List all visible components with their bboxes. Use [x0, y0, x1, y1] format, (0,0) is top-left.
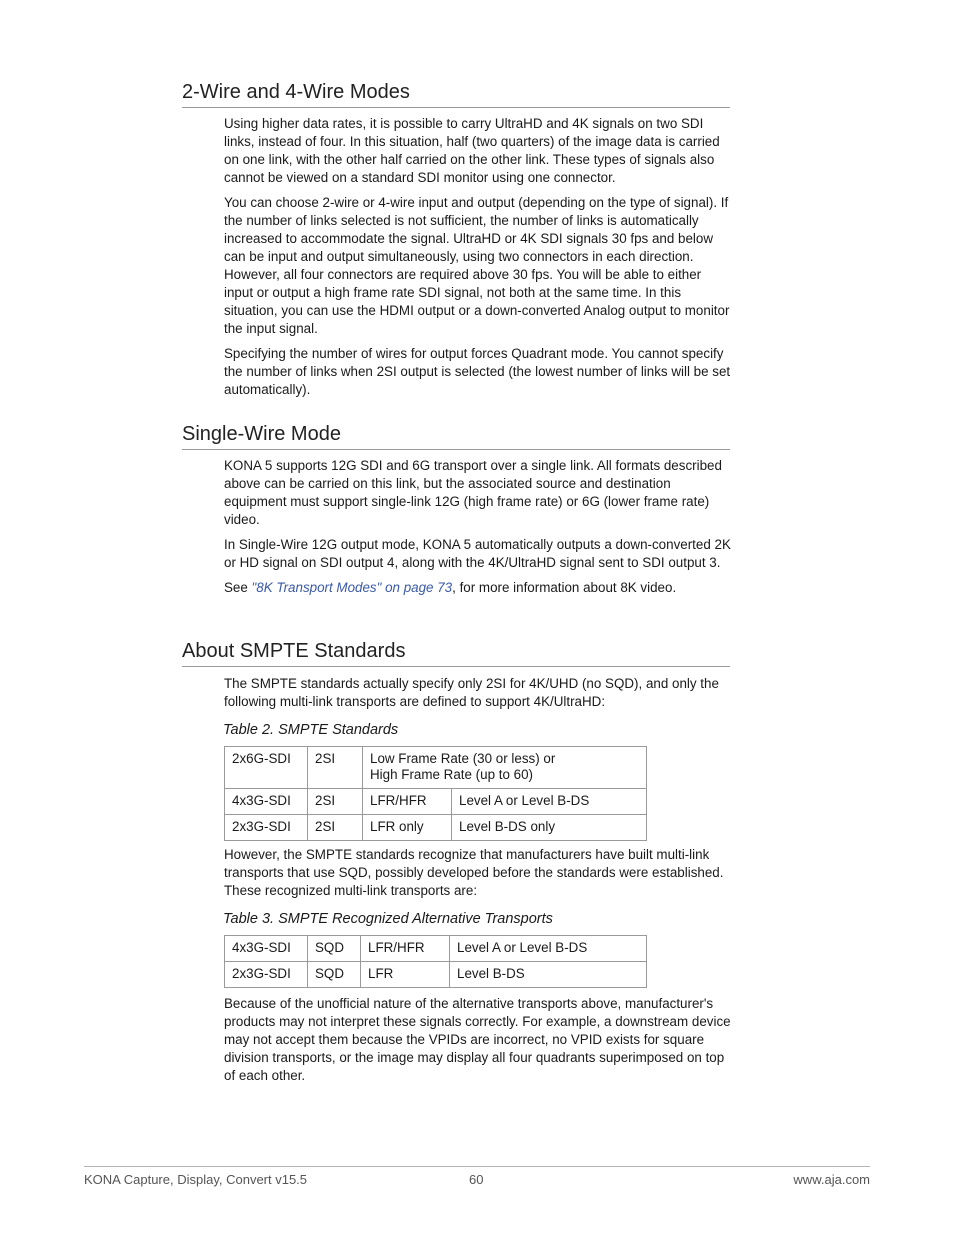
footer-divider	[84, 1166, 870, 1167]
paragraph: Because of the unofficial nature of the alternative transports above, manufacturer's products may not interpret these signals correctly. For example, a downstream device may not accept them because the VPIDs are incorrect, no VPID exists for square division transports, or the image may display all four quadrants superimposed on top of each other.	[224, 996, 731, 1083]
table-cell: Level A or Level B-DS	[452, 789, 647, 815]
paragraph: Specifying the number of wires for output forces Quadrant mode. You cannot specify the number of links when 2SI output is selected (the lowest number of links will be set automatically).	[224, 346, 731, 397]
table-cell: Level A or Level B-DS	[450, 936, 647, 962]
cell-line: High Frame Rate (up to 60)	[370, 767, 533, 782]
table-row	[225, 815, 647, 841]
section-single-wire-body	[224, 457, 732, 604]
table2-caption: Table 2. SMPTE Standards	[223, 722, 399, 738]
table-cell	[363, 747, 647, 789]
table-cell: 2SI	[308, 789, 363, 815]
table-cell: SQD	[308, 936, 361, 962]
see-prefix: See	[224, 580, 252, 595]
table-cell: 2SI	[308, 815, 363, 841]
paragraph: Using higher data rates, it is possible to carry UltraHD and 4K signals on two SDI links, instead of four. In this situation, half (two quarters) of the image data is carried on one link, with the other half carried on the other link. These types of signals also cannot be viewed on a standard SDI monitor using one connector.	[224, 116, 720, 185]
see-also-paragraph	[224, 579, 732, 597]
table-row	[225, 747, 647, 789]
cell-line: Low Frame Rate (30 or less) or	[370, 751, 556, 766]
table-cell: 2x3G-SDI	[225, 815, 308, 841]
table-cell: 4x3G-SDI	[225, 936, 308, 962]
table-cell: 2x6G-SDI	[225, 747, 308, 789]
table-cell: Level B-DS only	[452, 815, 647, 841]
table-cell: LFR/HFR	[361, 936, 450, 962]
heading-single-wire: Single-Wire Mode	[182, 422, 730, 450]
footer-page-number: 60	[469, 1172, 484, 1187]
table-cell: Level B-DS	[450, 962, 647, 988]
table-cell: 4x3G-SDI	[225, 789, 308, 815]
heading-2wire-4wire: 2-Wire and 4-Wire Modes	[182, 80, 730, 108]
smpte-standards-table	[224, 746, 647, 841]
table-row	[225, 936, 647, 962]
table-row	[225, 962, 647, 988]
heading-smpte-standards: About SMPTE Standards	[182, 639, 730, 667]
smpte-closing	[224, 995, 732, 1092]
footer-website: www.aja.com	[793, 1172, 870, 1187]
table-cell: 2SI	[308, 747, 363, 789]
paragraph: You can choose 2-wire or 4-wire input and output (depending on the type of signal). If the number of links selected is not sufficient, the number of links is automatically increased to accommodate the signal. UltraHD or 4K SDI signals 30 fps and below can be input and output simultaneously, using two connectors in each direction. However, all four connectors are required above 30 fps. You will be able to either input or output a high frame rate SDI signal, not both at the same time. In this situation, you can use the HDMI output or a down-converted Analog output to monitor the input signal.	[224, 195, 730, 336]
paragraph: In Single-Wire 12G output mode, KONA 5 automatically outputs a down-converted 2K or HD signal on SDI output 4, along with the 4K/UltraHD signal sent to SDI output 3.	[224, 537, 731, 570]
section-2wire-4wire-body	[224, 115, 732, 406]
table-cell: LFR/HFR	[363, 789, 452, 815]
table-row	[225, 789, 647, 815]
smpte-intro	[224, 675, 732, 718]
paragraph: However, the SMPTE standards recognize that manufacturers have built multi-link transports that use SQD, possibly developed before the standards were established. These recognized multi-link transports are:	[224, 847, 724, 898]
paragraph: KONA 5 supports 12G SDI and 6G transport over a single link. All formats described above can be carried on this link, but the associated source and destination equipment must support single-link 12G (high frame rate) or 6G (lower frame rate) video.	[224, 458, 722, 527]
table-cell: 2x3G-SDI	[225, 962, 308, 988]
table-cell: LFR	[361, 962, 450, 988]
table3-caption: Table 3. SMPTE Recognized Alternative Transports	[223, 911, 553, 927]
8k-transport-modes-link[interactable]: "8K Transport Modes" on page 73	[251, 580, 453, 595]
table-cell: SQD	[308, 962, 361, 988]
smpte-alternative-transports-table	[224, 935, 647, 988]
smpte-middle	[224, 846, 732, 907]
table-cell: LFR only	[363, 815, 452, 841]
paragraph: The SMPTE standards actually specify only 2SI for 4K/UHD (no SQD), and only the following multi-link transports are defined to support 4K/UltraHD:	[224, 676, 719, 709]
see-suffix: , for more information about 8K video.	[452, 580, 677, 595]
footer-document-title: KONA Capture, Display, Convert v15.5	[84, 1172, 308, 1187]
